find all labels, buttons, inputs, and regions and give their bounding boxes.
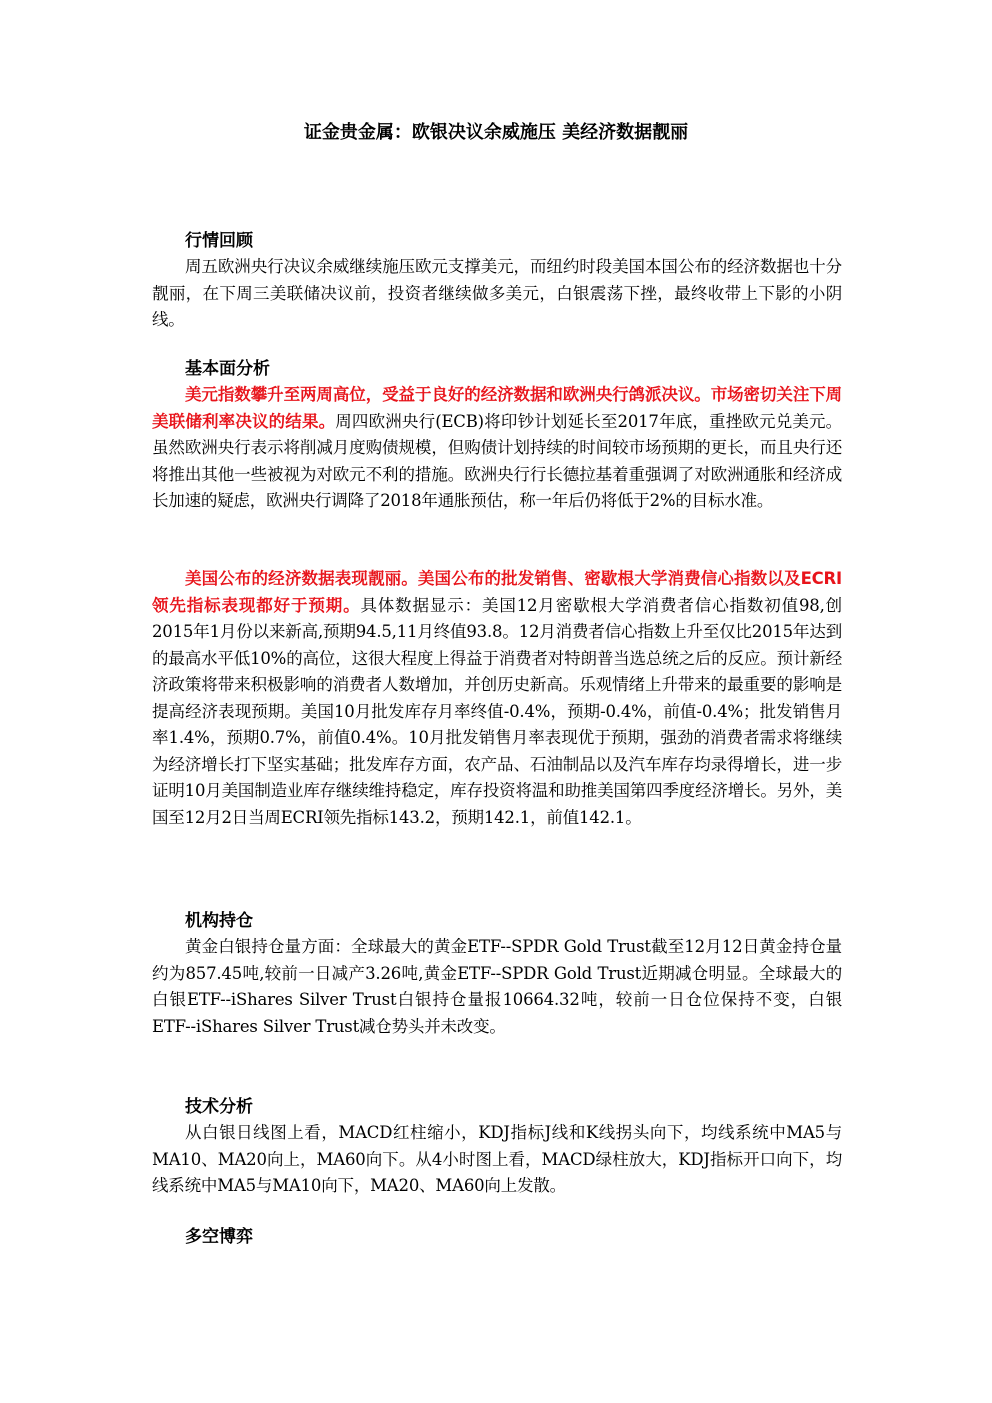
section-technical-analysis [152,1094,842,1200]
section-fundamental-analysis [152,356,842,515]
section-institutional-holdings [152,908,842,1040]
document-title: 证金贵金属：欧银决议余威施压 美经济数据靓丽 [303,122,689,143]
heading-bull-bear-game: 多空博弈 [185,1227,253,1247]
paragraph-fundamental-1 [152,382,842,515]
paragraph-technical-analysis: 从白银日线图上看，MACD红柱缩小，KDJ指标J线和K线拐头向下，均线系统中MA5与MA10、MA20向上，MA60向下。从4小时图上看，MACD绿柱放大，KDJ指标开口向下，均线系统中MA5与MA10向下，MA20、MA60向上发散。 [152,1123,842,1195]
text-ecb-decision: 周四欧洲央行(ECB)将印钞计划延长至2017年底，重挫欧元兑美元。虽然欧洲央行表示将削减月度购债规模，但购债计划持续的时间较市场预期的更长，而且央行还将推出其他一些被视为对欧元不利的措施。欧洲央行行长德拉基着重强调了对欧洲通胀和经济成长加速的疑虑，欧洲央行调降了2018年通胀预估，称一年后仍将低于2%的目标水准。 [152,411,842,510]
heading-technical-analysis: 技术分析 [185,1097,253,1117]
paragraph-market-review: 周五欧洲央行决议余威继续施压欧元支撑美元，而纽约时段美国本国公布的经济数据也十分靓丽，在下周三美联储决议前，投资者继续做多美元，白银震荡下挫，最终收带上下影的小阴线。 [152,257,842,329]
heading-institutional-holdings: 机构持仓 [185,911,253,931]
heading-fundamental-analysis: 基本面分析 [185,359,270,379]
highlight-us-data: 美国公布的经济数据表现靓丽。美国公布的批发销售、密歇根大学消费信心指数以及ECRI领先指标表现都好于预期。 [152,569,842,615]
section-market-review [152,228,842,334]
section-bull-bear-game [152,1224,842,1250]
highlight-dollar-index: 美元指数攀升至两周高位，受益于良好的经济数据和欧洲央行鸽派决议。市场密切关注下周美联储利率决议的结果。 [152,385,842,431]
text-us-data-details: 具体数据显示：美国12月密歇根大学消费者信心指数初值98,创2015年1月份以来新高,预期94.5,11月终值93.8。12月消费者信心指数上升至仅比2015年达到的最高水平低10%的高位，这很大程度上得益于消费者对特朗普当选总统之后的反应。预计新经济政策将带来积极影响的消费者人数增加，并创历史新高。乐观情绪上升带来的最重要的影响是提高经济表现预期。美国10月批发库存月率终值-0.4%，预期-0.4%，前值-0.4%；批发销售月率1.4%，预期0.7%，前值0.4%。10月批发销售月率表现优于预期，强劲的消费者需求将继续为经济增长打下坚实基础；批发库存方面，农产品、石油制品以及汽车库存均录得增长，进一步证明10月美国制造业库存继续维持稳定，库存投资将温和助推美国第四季度经济增长。另外，美国至12月2日当周ECRI领先指标143.2，预期142.1，前值142.1。 [152,595,842,827]
paragraph-institutional-holdings: 黄金白银持仓量方面：全球最大的黄金ETF--SPDR Gold Trust截至12月12日黄金持仓量约为857.45吨,较前一日减产3.26吨,黄金ETF--SPDR Gold Trust近期减仓明显。全球最大的白银ETF--iShares Silver Trust白银持仓量报10664.32吨，较前一日仓位保持不变，白银ETF--iShares Silver Trust减仓势头并未改变。 [152,937,842,1036]
paragraph-fundamental-2 [152,566,842,831]
section-fundamental-analysis-2 [152,566,842,831]
heading-market-review: 行情回顾 [185,231,253,251]
